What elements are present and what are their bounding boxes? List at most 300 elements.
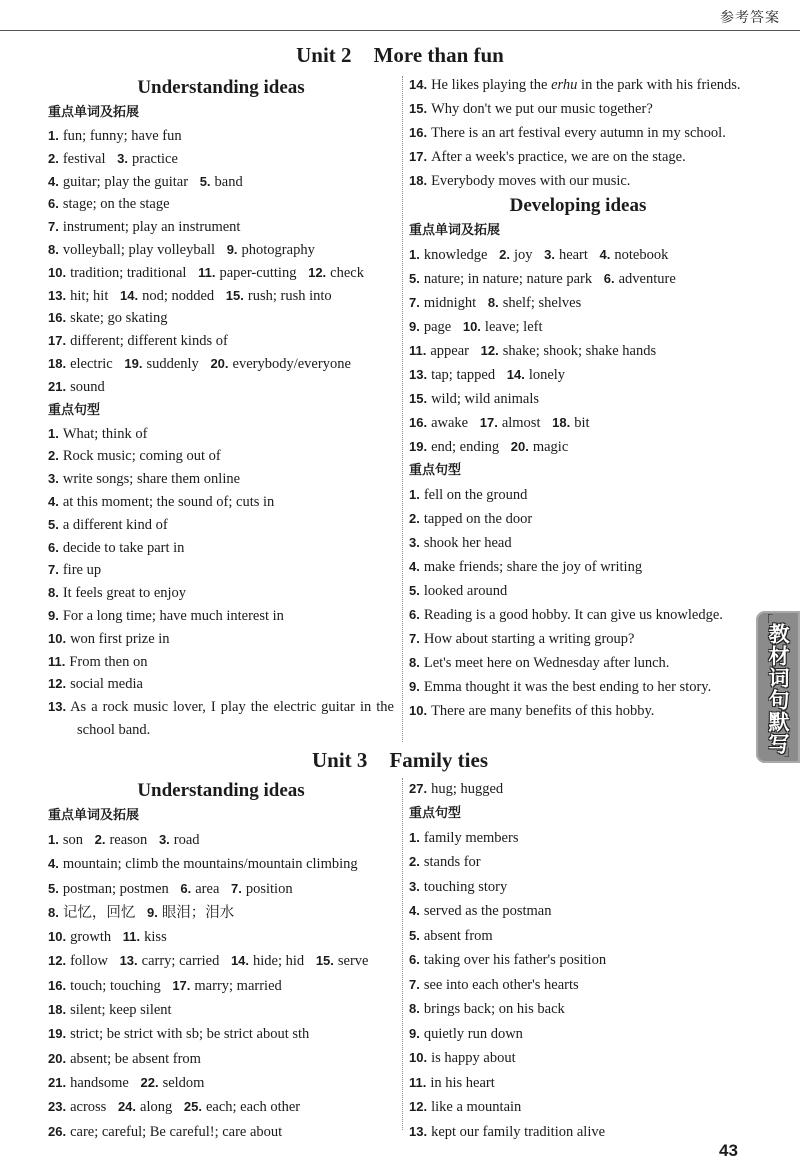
item-text: shook her head <box>423 534 512 551</box>
item-text: shelf; shelves <box>502 294 582 311</box>
item-number: 9. <box>48 607 59 623</box>
item-number: 12. <box>409 1099 428 1115</box>
item-text: end; ending <box>431 438 500 455</box>
item-text: What; think of <box>62 425 148 442</box>
item-text: a different kind of <box>62 516 168 533</box>
item-text: fire up <box>62 562 102 579</box>
item-text: fun; funny; have fun <box>62 128 182 144</box>
answer-item <box>409 781 503 797</box>
unit-label: Unit 3 <box>312 748 368 772</box>
item-text: postman; postmen <box>62 880 169 897</box>
item-number: 15. <box>225 287 244 303</box>
item-number: 23. <box>48 1099 67 1115</box>
item-number: 17. <box>479 414 498 430</box>
answer-line <box>409 875 747 900</box>
item-number: 16. <box>48 310 67 326</box>
item-text: Rock music; coming out of <box>62 448 221 465</box>
item-text: absent; be absent from <box>70 1050 201 1067</box>
item-number: 1. <box>48 128 59 143</box>
item-text: brings back; on his back <box>423 1001 565 1018</box>
item-number: 9. <box>409 318 420 334</box>
item-text: hide; hid <box>253 953 305 970</box>
answer-line <box>409 1120 747 1145</box>
item-number: 18. <box>48 1002 67 1018</box>
item-text: sound <box>70 378 105 395</box>
item-text: make friends; share the joy of writing <box>423 558 643 575</box>
item-number: 12. <box>480 342 499 358</box>
answer-item <box>48 1075 129 1091</box>
item-text: kept our family tradition alive <box>431 1123 606 1140</box>
item-number: 18. <box>552 414 571 430</box>
item-text: For a long time; have much interest in <box>62 607 284 624</box>
item-text: tap; tapped <box>431 366 496 383</box>
item-text: instrument; play an instrument <box>62 219 241 236</box>
answer-item <box>48 929 111 945</box>
item-text: nod; nodded <box>142 287 215 304</box>
item-number: 10. <box>48 929 67 945</box>
item-number: 17. <box>48 333 67 349</box>
item-text: social media <box>70 676 143 693</box>
item-text: 眼泪；泪水 <box>161 904 235 921</box>
item-number: 25. <box>183 1099 202 1115</box>
item-number: 27. <box>409 781 428 797</box>
item-number: 6. <box>180 880 192 896</box>
item-number: 20. <box>510 438 529 454</box>
item-number: 22. <box>140 1074 159 1090</box>
answer-line <box>48 1120 394 1144</box>
item-text: care; careful; Be careful!; care about <box>70 1123 283 1140</box>
item-number: 6. <box>409 952 420 968</box>
item-text: stage; on the stage <box>62 196 170 213</box>
item-text: mountain; climb the mountains/mountain climbing <box>62 856 358 873</box>
item-text: serve <box>337 953 369 970</box>
answer-item <box>48 905 135 921</box>
item-text: lonely <box>528 366 566 383</box>
item-number: 11. <box>409 1074 427 1090</box>
item-text: fell on the ground <box>423 486 528 503</box>
item-number: 3. <box>409 878 420 894</box>
item-text: touch; touching <box>70 977 161 994</box>
side-tab <box>756 611 800 763</box>
answer-line <box>48 877 394 901</box>
item-text: leave; left <box>484 318 543 335</box>
answer-line <box>48 852 394 876</box>
answer-item <box>409 928 493 944</box>
item-text: each; each other <box>205 1099 301 1116</box>
answer-item <box>409 1050 516 1066</box>
item-number: 8. <box>409 1001 420 1017</box>
item-number: 6. <box>603 270 615 286</box>
text-segment: in the park with his friends. <box>577 76 741 93</box>
answer-line <box>409 826 747 851</box>
item-number: 13. <box>48 287 67 303</box>
section-label: 重点单词及拓展 <box>48 105 140 120</box>
item-number: 1. <box>409 829 420 845</box>
item-text: guitar; play the guitar <box>62 173 189 190</box>
item-text: band <box>214 173 243 190</box>
item-text: magic <box>532 438 569 455</box>
answer-line <box>48 1047 394 1071</box>
answer-line <box>48 828 394 852</box>
item-number: 15. <box>315 953 334 969</box>
item-number: 14. <box>230 953 250 969</box>
item-number: 6. <box>409 606 420 622</box>
answer-item <box>409 879 507 895</box>
answer-item <box>48 1124 282 1140</box>
item-number: 12. <box>48 953 67 969</box>
item-text: There are many benefits of this hobby. <box>431 702 655 719</box>
item-text: decide to take part in <box>62 539 185 556</box>
section-label: 重点单词及拓展 <box>409 222 501 238</box>
section-label: 重点句型 <box>48 402 101 418</box>
item-text: From then on <box>69 653 148 670</box>
item-text: wild; wild animals <box>431 390 540 407</box>
item-number: 8. <box>48 585 59 601</box>
item-text: volleyball; play volleyball <box>62 241 216 258</box>
item-text: suddenly <box>146 355 199 372</box>
answer-item <box>409 1075 495 1091</box>
item-text: like a mountain <box>431 1099 522 1116</box>
item-text: carry; carried <box>141 953 220 970</box>
item-text: It feels great to enjoy <box>62 585 187 602</box>
item-text: bit <box>574 414 590 431</box>
item-number: 2. <box>94 832 106 847</box>
item-text: tapped on the door <box>423 510 533 527</box>
answer-item <box>48 881 169 897</box>
answer-item <box>409 977 579 993</box>
item-text: There is an art festival every autumn in my school. <box>431 124 726 141</box>
item-number: 19. <box>409 438 428 454</box>
answer-item <box>409 1099 521 1115</box>
item-number: 3. <box>158 832 170 847</box>
item-number: 1. <box>409 486 420 502</box>
item-text: growth <box>70 929 112 946</box>
item-number: 5. <box>48 516 59 532</box>
answer-line <box>409 850 747 875</box>
item-number: 7. <box>409 294 420 310</box>
answer-line <box>409 924 747 949</box>
item-number: 21. <box>48 1074 67 1090</box>
item-number: 11. <box>198 264 216 280</box>
item-text: everybody/everyone <box>232 355 351 372</box>
answer-line <box>48 1071 394 1095</box>
item-number: 9. <box>409 678 420 694</box>
item-number: 7. <box>409 630 420 646</box>
item-number: 12. <box>48 676 67 692</box>
item-number: 3. <box>544 246 555 262</box>
item-number: 7. <box>48 219 59 235</box>
header-title: 参考答案 <box>720 10 780 26</box>
text-segment: He likes playing the <box>431 76 552 93</box>
answer-item <box>48 1099 106 1115</box>
answer-item <box>48 978 161 994</box>
item-text: taking over his father's position <box>423 952 607 969</box>
answer-item <box>409 952 606 968</box>
answer-item <box>123 929 167 945</box>
item-number: 11. <box>122 929 141 945</box>
answer-line <box>409 1071 747 1096</box>
item-number: 24. <box>117 1099 137 1115</box>
answer-item <box>120 953 220 969</box>
answer-item <box>159 832 200 848</box>
item-text: handsome <box>70 1074 129 1091</box>
item-number: 6. <box>48 196 59 212</box>
item-number: 16. <box>409 124 428 140</box>
item-number: 18. <box>409 172 428 188</box>
item-text: midnight <box>423 294 477 311</box>
item-text: Everybody moves with our music. <box>431 172 631 189</box>
item-text: write songs; share them online <box>62 471 241 488</box>
item-number: 3. <box>117 150 128 166</box>
item-text: festival <box>62 150 106 167</box>
answer-line <box>48 1022 394 1046</box>
item-text: across <box>70 1099 107 1116</box>
item-number: 26. <box>48 1123 67 1139</box>
item-text: road <box>173 832 200 848</box>
item-text: at this moment; the sound of; cuts in <box>62 493 275 510</box>
item-text: position <box>245 880 293 897</box>
item-text: see into each other's hearts <box>423 976 579 993</box>
item-text: awake <box>431 414 469 431</box>
answer-line <box>409 1046 747 1071</box>
item-number: 4. <box>48 173 59 189</box>
item-number: 5. <box>409 270 420 286</box>
unit-name: More than fun <box>373 43 504 67</box>
item-text: almost <box>501 414 541 431</box>
unit-label: Unit 2 <box>296 43 352 67</box>
answer-line <box>48 901 394 925</box>
answer-item <box>409 1026 523 1042</box>
item-number: 3. <box>48 471 59 487</box>
item-text: paper-cutting <box>219 264 297 281</box>
item-number: 17. <box>409 148 428 164</box>
item-number: 14. <box>409 76 428 92</box>
item-number: 16. <box>48 977 67 993</box>
answer-item <box>409 854 481 870</box>
answer-line <box>48 1095 394 1119</box>
item-number: 13. <box>119 953 138 969</box>
answer-line <box>409 1095 747 1120</box>
item-text: As a rock music lover, I play the electric guitar in the school band. <box>70 699 394 738</box>
item-number: 20. <box>48 1050 67 1066</box>
item-text: hug; hugged <box>431 781 504 798</box>
item-number: 2. <box>409 510 420 526</box>
answer-line <box>409 899 747 924</box>
answer-item <box>48 1026 309 1042</box>
item-number: 13. <box>409 1123 428 1139</box>
answer-item <box>147 905 234 921</box>
item-number: 14. <box>119 287 139 303</box>
item-text: notebook <box>614 246 669 263</box>
item-number: 21. <box>48 378 67 394</box>
item-number: 9. <box>146 904 158 920</box>
unit-name: Family ties <box>389 748 488 772</box>
item-text: silent; keep silent <box>70 1002 172 1019</box>
item-text: nature; in nature; nature park <box>423 270 593 287</box>
item-number: 4. <box>599 246 611 262</box>
item-number: 5. <box>409 582 420 598</box>
item-number: 9. <box>409 1025 420 1041</box>
item-number: 10. <box>48 264 67 280</box>
answer-item <box>231 881 293 897</box>
answer-line <box>409 997 747 1022</box>
answer-line <box>409 1022 747 1047</box>
item-text: along <box>140 1099 173 1116</box>
item-number: 4. <box>48 856 59 872</box>
item-text: strict; be strict with sb; be strict about sth <box>70 1026 310 1043</box>
item-text: hit; hit <box>70 287 109 304</box>
item-number: 3. <box>409 534 420 550</box>
item-number: 19. <box>124 355 143 371</box>
item-text: different; different kinds of <box>70 333 228 350</box>
answer-line <box>48 949 394 973</box>
item-number: 8. <box>48 241 59 257</box>
item-text: tradition; traditional <box>70 264 187 281</box>
item-number: 1. <box>48 425 59 441</box>
item-text: After a week's practice, we are on the stage. <box>431 148 686 165</box>
answer-item <box>184 1099 300 1115</box>
item-number: 8. <box>409 654 420 670</box>
item-number: 15. <box>409 100 428 116</box>
item-number: 4. <box>409 558 420 574</box>
answer-item <box>231 953 304 969</box>
item-number: 18. <box>48 355 67 371</box>
item-text: shake; shook; shake hands <box>502 342 657 359</box>
item-text: kiss <box>144 929 167 946</box>
item-number: 11. <box>48 653 66 669</box>
item-text: How about starting a writing group? <box>423 630 635 647</box>
item-number: 10. <box>409 702 428 718</box>
item-number: 7. <box>409 976 420 992</box>
item-number: 13. <box>409 366 428 382</box>
section-heading: Understanding ideas <box>137 780 305 801</box>
item-text: served as the postman <box>423 903 552 920</box>
item-number: 8. <box>487 294 499 310</box>
item-number: 14. <box>506 366 525 382</box>
item-text: 记忆，回忆 <box>62 904 136 921</box>
item-number: 20. <box>210 355 229 371</box>
item-text: won first prize in <box>70 630 170 647</box>
item-number: 16. <box>409 414 428 430</box>
item-text: appear <box>430 342 469 359</box>
item-text: Reading is a good hobby. It can give us knowledge. <box>423 606 723 623</box>
answer-item <box>409 903 552 919</box>
answer-line <box>409 948 747 973</box>
answer-line <box>409 973 747 998</box>
side-tab-close-bracket: 」 <box>784 744 798 760</box>
answer-line <box>48 974 394 998</box>
item-number: 4. <box>409 903 420 919</box>
item-text: marry; married <box>194 977 282 994</box>
section-label: 重点句型 <box>409 805 462 821</box>
item-text: is happy about <box>431 1050 516 1067</box>
item-number: 10. <box>48 630 67 646</box>
item-number: 2. <box>48 150 59 166</box>
answer-item <box>409 1001 565 1017</box>
item-number: 5. <box>48 880 59 896</box>
answer-item <box>48 1051 201 1067</box>
item-text: joy <box>513 246 533 263</box>
answer-item <box>118 1099 172 1115</box>
item-text: in his heart <box>430 1074 495 1091</box>
page-number: 43 <box>719 1141 738 1160</box>
item-number: 7. <box>231 880 242 896</box>
answer-item <box>48 856 358 872</box>
item-text: son <box>62 832 83 848</box>
unit-title <box>0 744 800 773</box>
item-text: check <box>330 264 364 281</box>
answer-line <box>409 777 747 802</box>
item-number: 5. <box>409 927 420 943</box>
answer-item <box>409 830 518 846</box>
item-number: 12. <box>308 264 327 280</box>
item-text: touching story <box>423 878 508 895</box>
item-text: absent from <box>423 927 493 944</box>
answer-item <box>48 1002 172 1018</box>
item-text: rush; rush into <box>247 287 332 304</box>
answer-line <box>48 925 394 949</box>
item-number: 10. <box>462 318 481 334</box>
section-label: 重点单词及拓展 <box>48 808 140 823</box>
item-number: 1. <box>48 832 59 847</box>
item-text: heart <box>558 246 588 263</box>
item-text: page <box>423 318 452 335</box>
item-text: skate; go skating <box>70 310 168 327</box>
item-text: family members <box>423 829 519 846</box>
item-number: 9. <box>226 241 238 257</box>
item-number: 15. <box>409 390 428 406</box>
italic-term: erhu <box>551 76 578 93</box>
answer-item <box>95 832 148 848</box>
side-tab-open-bracket: 「 <box>759 614 773 630</box>
item-number: 2. <box>499 246 510 262</box>
item-text: seldom <box>162 1074 205 1091</box>
item-text: adventure <box>618 270 676 287</box>
item-text: looked around <box>423 582 508 599</box>
answer-item <box>48 832 83 848</box>
item-number: 11. <box>409 342 427 358</box>
item-text: quietly run down <box>423 1025 523 1042</box>
item-text: reason <box>109 832 148 848</box>
answer-item <box>316 953 369 969</box>
item-number: 7. <box>48 562 59 578</box>
item-number: 17. <box>172 977 191 993</box>
answer-item <box>172 978 281 994</box>
item-number: 10. <box>409 1050 428 1066</box>
unit-3-right-column <box>409 777 747 1144</box>
item-number: 5. <box>199 173 211 189</box>
section-heading: Understanding ideas <box>137 77 305 98</box>
section-heading: Developing ideas <box>509 194 647 216</box>
item-text: follow <box>70 953 108 970</box>
item-text: Why don't we put our music together? <box>431 100 653 117</box>
item-text: photography <box>241 241 315 258</box>
answer-line <box>48 998 394 1022</box>
item-number: 19. <box>48 1026 67 1042</box>
answer-item <box>180 881 219 897</box>
item-text: knowledge <box>423 246 488 263</box>
answer-item <box>48 953 108 969</box>
side-tab-text: 教材词句默写 <box>766 623 790 755</box>
item-text: electric <box>70 355 113 372</box>
item-text: Emma thought it was the best ending to her story. <box>423 678 712 695</box>
item-number: 4. <box>48 493 59 509</box>
item-text: area <box>195 880 220 897</box>
answer-item <box>141 1075 205 1091</box>
item-number: 8. <box>48 904 59 920</box>
item-text: practice <box>132 150 178 167</box>
answer-item <box>409 1124 605 1140</box>
